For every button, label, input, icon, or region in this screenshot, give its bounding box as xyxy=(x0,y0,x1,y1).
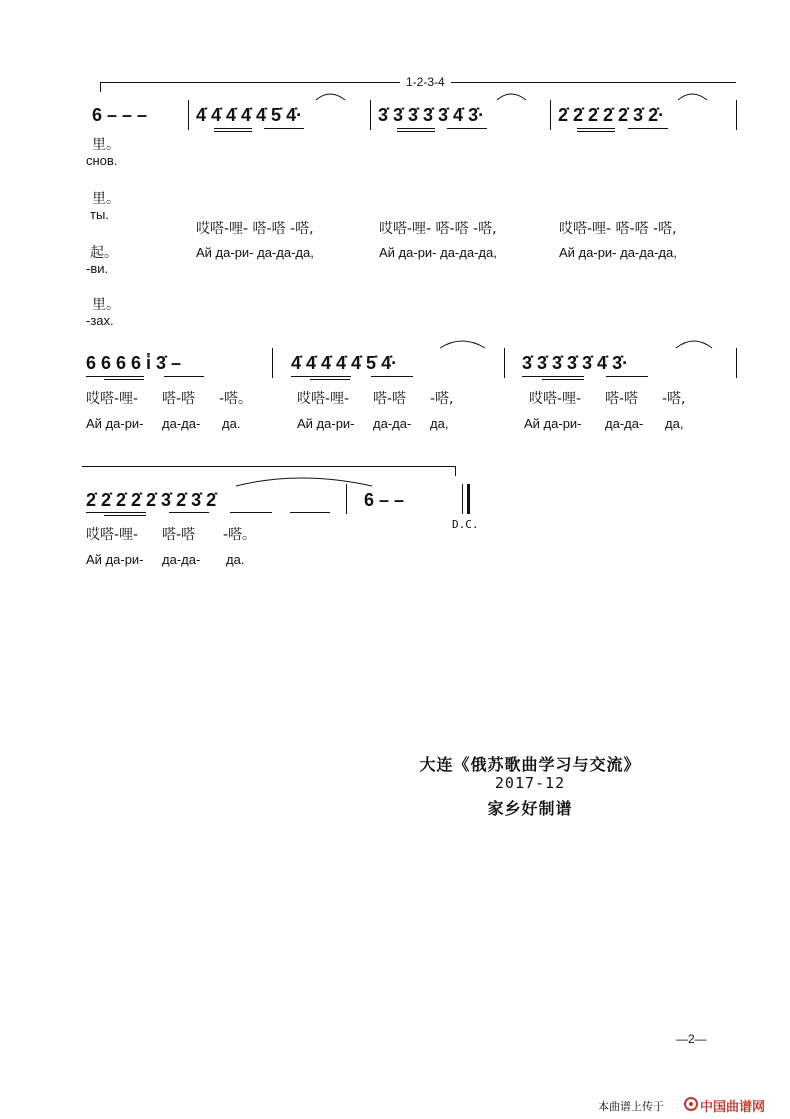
lyric-ru: Ай да-ри- да-да-да, xyxy=(379,245,497,260)
lyric-cn: 哎嗒-哩- xyxy=(86,527,139,543)
lyric-cn: -嗒, xyxy=(662,391,686,407)
system3-measure-2: 6 – – xyxy=(364,490,405,510)
lyric-cn: 嗒-嗒 xyxy=(605,391,639,407)
verse-2-cn: 里。 xyxy=(92,191,120,207)
system2-measure-1: 6 6 6 6 i̇ 3̇ – xyxy=(86,353,182,373)
lyric-ru: да, xyxy=(665,416,684,431)
lyric-ru: да, xyxy=(430,416,449,431)
lyric-cn: 哎嗒-哩- 嗒-嗒 -嗒, xyxy=(379,221,497,237)
verse-3-ru: -ви. xyxy=(86,261,109,276)
verse-3-cn: 起。 xyxy=(90,245,118,261)
lyric-ru: Ай да-ри- xyxy=(86,552,144,567)
lyric-ru: Ай да-ри- xyxy=(86,416,144,431)
lyric-cn: 嗒-嗒 xyxy=(373,391,407,407)
lyric-cn: 哎嗒-哩- 嗒-嗒 -嗒, xyxy=(196,221,314,237)
system1-measure-2: 4̇ 4̇ 4̇ 4̇ 4̇ 5̇ 4̇· xyxy=(196,105,303,125)
lyric-ru: Ай да-ри- да-да-да, xyxy=(196,245,314,260)
upload-note: 本曲谱上传于 xyxy=(598,1100,664,1113)
system3-measure-1: 2̇ 2̇ 2̇ 2̇ 2̇ 3̇ 2̇ 3̇ 2̇ xyxy=(86,490,217,510)
site-logo-icon xyxy=(684,1097,698,1111)
credit-line-2: 2017-12 xyxy=(494,774,566,792)
lyric-ru: да. xyxy=(222,416,241,431)
lyric-cn: 哎嗒-哩- xyxy=(297,391,350,407)
site-logo xyxy=(684,1096,698,1115)
lyric-ru: да-да- xyxy=(162,416,201,431)
lyric-ru: да. xyxy=(226,552,245,567)
verse-1-cn: 里。 xyxy=(92,137,120,153)
lyric-ru: да-да- xyxy=(605,416,644,431)
lyric-ru: да-да- xyxy=(373,416,412,431)
dc-marking: D.C. xyxy=(452,518,479,531)
system1-measure-4: 2̇ 2̇ 2̇ 2̇ 2̇ 3̇ 2̇· xyxy=(558,105,665,125)
verse-2-ru: ты. xyxy=(90,207,109,222)
system2-measure-3: 3̇ 3̇ 3̇ 3̇ 3̇ 4̇ 3̇· xyxy=(522,353,629,373)
lyric-cn: 嗒-嗒 xyxy=(162,391,196,407)
credit-line-1: 大连《俄苏歌曲学习与交流》 xyxy=(419,755,641,774)
volta-label: 1-2-3-4 xyxy=(400,75,451,89)
verse-4-cn: 里。 xyxy=(92,297,120,313)
lyric-cn: 哎嗒-哩- xyxy=(86,391,139,407)
verse-4-ru: -зах. xyxy=(86,313,114,328)
lyric-cn: -嗒, xyxy=(430,391,454,407)
lyric-ru: Ай да-ри- xyxy=(524,416,582,431)
verse-1-ru: снов. xyxy=(86,153,118,168)
lyric-cn: 哎嗒-哩- 嗒-嗒 -嗒, xyxy=(559,221,677,237)
lyric-cn: -嗒。 xyxy=(223,527,257,543)
lyric-cn: 哎嗒-哩- xyxy=(529,391,582,407)
lyric-cn: 嗒-嗒 xyxy=(162,527,196,543)
system1-measure-1: 6 – – – xyxy=(92,105,148,125)
lyric-ru: Ай да-ри- да-да-да, xyxy=(559,245,677,260)
lyric-ru: Ай да-ри- xyxy=(297,416,355,431)
system1-measure-3: 3̇ 3̇ 3̇ 3̇ 3̇ 4̇ 3̇· xyxy=(378,105,485,125)
system2-measure-2: 4̇ 4̇ 4̇ 4̇ 4̇ 5̇ 4̇· xyxy=(291,353,398,373)
lyric-cn: -嗒。 xyxy=(219,391,253,407)
credit-line-3: 家乡好制谱 xyxy=(487,799,573,818)
page-number: —2— xyxy=(676,1032,707,1046)
site-name: 中国曲谱网 xyxy=(700,1100,766,1115)
lyric-ru: да-да- xyxy=(162,552,201,567)
